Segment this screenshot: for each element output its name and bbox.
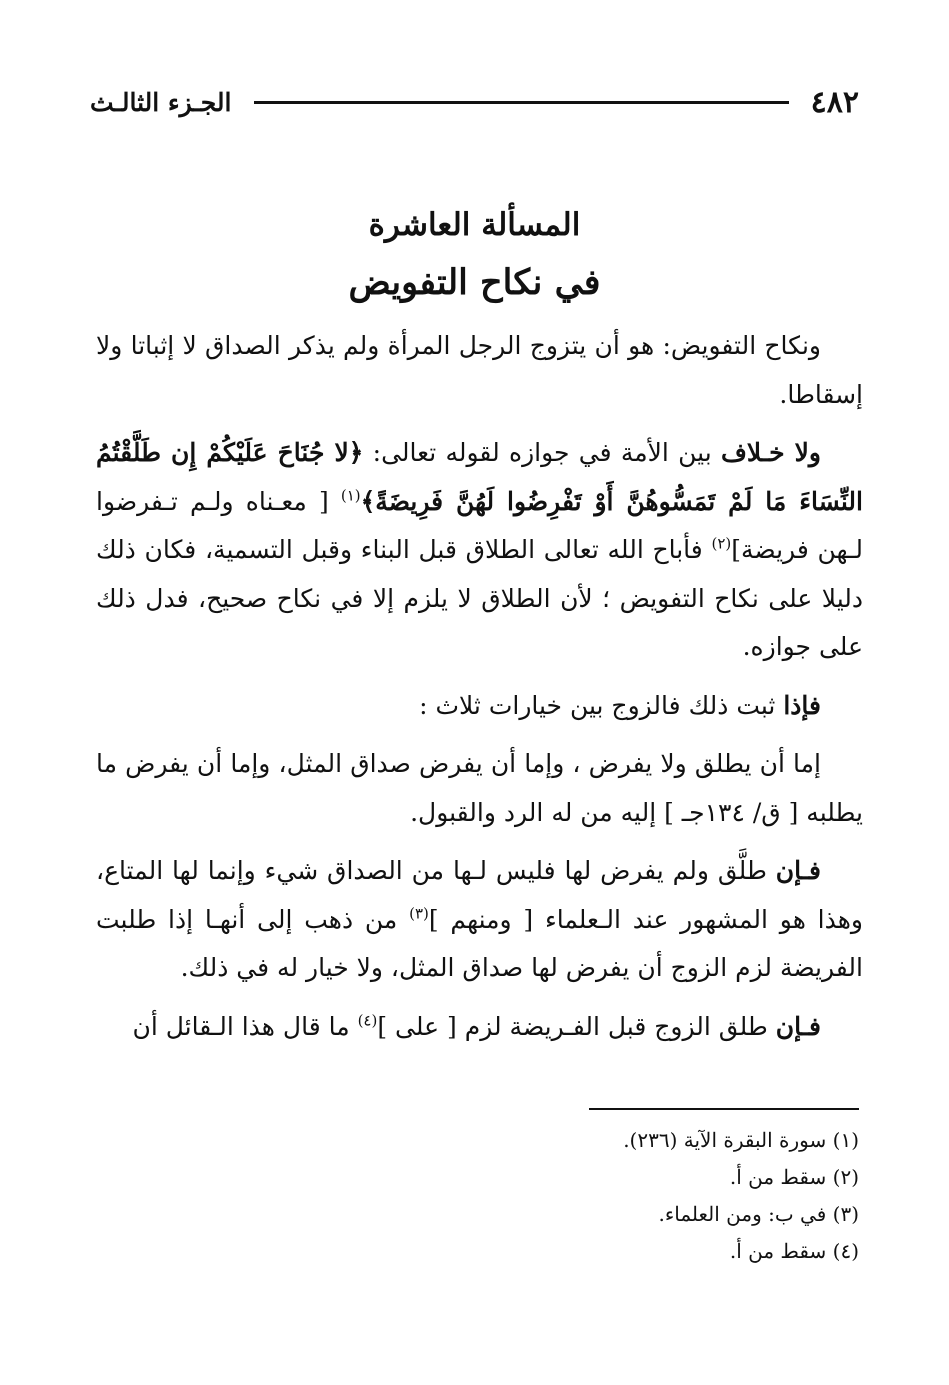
footnotes [90, 1122, 859, 1270]
chapter-title: المسألة العاشرة [368, 207, 581, 243]
paragraph-text: [ معـناه ولـم تـفرضوا لـهن فريضة] [96, 486, 863, 564]
footnote-separator [589, 1108, 859, 1110]
header-rule [254, 101, 789, 104]
paragraph-options [96, 682, 863, 731]
paragraph-divorce-before-dowry [96, 1003, 863, 1052]
volume-title: الجـزء الثالـث [90, 87, 232, 117]
running-head [90, 82, 859, 122]
paragraph-text: من ذهب إلى أنهـا إذا طلبت الفريضة لزم الزوج أن يفرض لها صداق المثل، ولا خيار له في ذلك. [96, 904, 863, 982]
footnote-2: (٢) سقط من أ. [729, 1165, 859, 1189]
footnote-ref-2: (٢) [711, 534, 732, 553]
footnote-ref-4: (٤) [357, 1011, 378, 1030]
page-number: ٤٨٢ [810, 84, 859, 120]
paragraph-text: طلَّق ولم يفرض لها فليس لـها من الصداق شيء وإنما لها المتاع، وهذا هو المشهور عند الـعلماء [ ومنهم ] [96, 856, 863, 934]
quran-verse: ﴿لا جُنَاحَ عَلَيْكُمْ إِن طَلَّقْتُمُ النِّسَاءَ مَا لَمْ تَمَسُّوهُنَّ أَوْ تَفْرِضُوا لَهُنَّ فَرِيضَةً﴾ [96, 438, 863, 516]
footnote-1: (١) سورة البقرة الآية (٢٣٦). [623, 1128, 859, 1152]
paragraph-choices [96, 740, 863, 837]
chapter-subtitle: في نكاح التفويض [348, 262, 601, 303]
paragraph-lead: فـإن [775, 856, 821, 885]
body-text [96, 322, 863, 1061]
paragraph-text: بين الأمة في جوازه لقوله تعالى: [363, 438, 721, 467]
paragraph-text: ثبت ذلك فالزوج بين خيارات ثلاث : [419, 690, 784, 720]
paragraph-text: طلق الزوج قبل الفـريضة لزم [ على ] [377, 1011, 776, 1041]
footnote-ref-1: (١) [340, 486, 361, 505]
paragraph-text: ما قال هذا الـقائل أن [132, 1011, 358, 1041]
paragraph-no-disagreement [96, 429, 863, 672]
footnote-4: (٤) سقط من أ. [729, 1239, 859, 1263]
paragraph-lead: ولا خـلاف [720, 438, 821, 467]
paragraph-text: ونكاح التفويض: هو أن يتزوج الرجل المرأة ولم يذكر الصداق لا إثباتا ولا إسقاطا. [96, 331, 863, 409]
paragraph-divorce-without-dowry [96, 847, 863, 993]
footnote-3: (٣) في ب: ومن العلماء. [658, 1202, 859, 1226]
paragraph-lead: فإذا [783, 690, 821, 720]
paragraph-text: إما أن يطلق ولا يفرض ، وإما أن يفرض صداق المثل، وإما أن يفرض ما يطلبه [ ق/ ١٣٤جـ ] إليه من له الرد والقبول. [96, 749, 863, 827]
paragraph-lead: فـإن [775, 1011, 821, 1041]
chapter-heading [90, 196, 859, 312]
paragraph-definition [96, 322, 863, 419]
paragraph-text: فأباح الله تعالى الطلاق قبل البناء وقبل التسمية، فكان ذلك دليلا على نكاح التفويض ؛ لأن الطلاق لا يلزم إلا في نكاح صحيح، فدل ذلك على جوازه. [96, 535, 863, 661]
footnote-ref-3: (٣) [409, 904, 429, 923]
